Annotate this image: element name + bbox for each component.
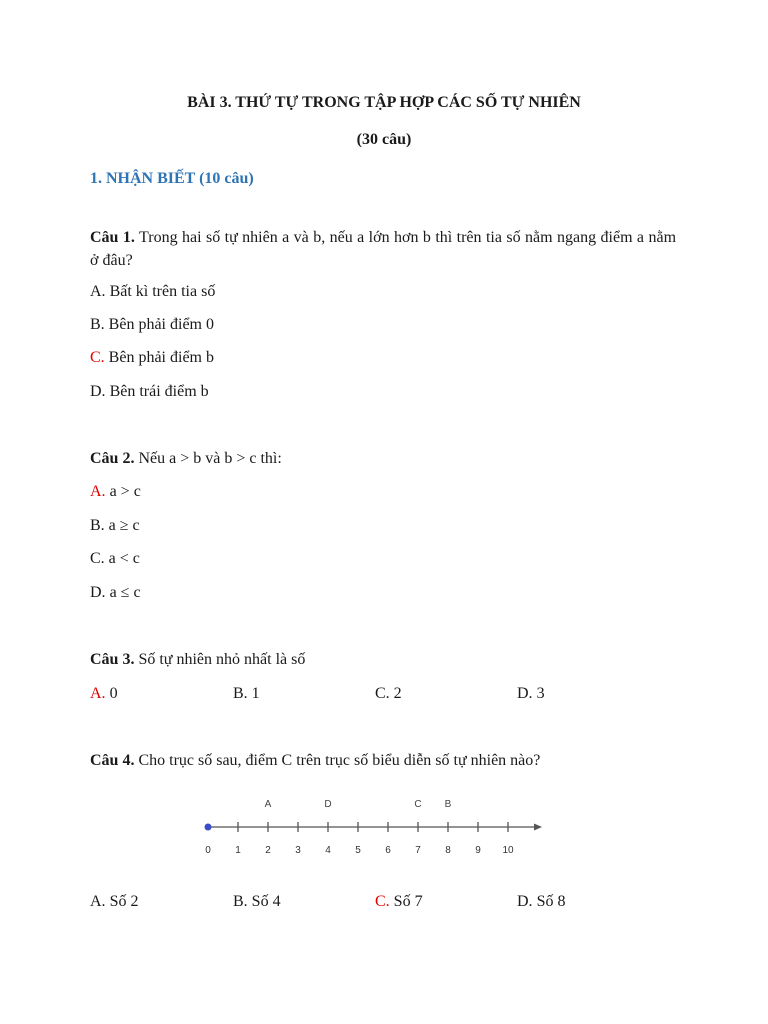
q4-option-d xyxy=(517,893,565,911)
tick-label: 7 xyxy=(415,845,421,856)
option-letter-correct: C. xyxy=(90,349,105,366)
question-text: Cho trục số sau, điểm C trên trục số biểu diễn số tự nhiên nào? xyxy=(134,752,541,769)
q2-option-b xyxy=(90,517,140,535)
option-letter: C. xyxy=(375,685,390,702)
option-letter-correct: A. xyxy=(90,685,106,702)
q3-option-b xyxy=(233,685,260,703)
option-letter: C. xyxy=(90,550,105,567)
option-text: Bên trái điểm b xyxy=(105,383,209,400)
question-label: Câu 1. xyxy=(90,229,135,246)
number-line-figure xyxy=(0,790,768,860)
option-letter: B. xyxy=(90,316,105,333)
q2-option-a xyxy=(90,483,141,501)
tick-label: 4 xyxy=(325,845,331,856)
option-letter: B. xyxy=(233,893,248,910)
option-text: a ≥ c xyxy=(104,517,140,534)
q4-option-b xyxy=(233,893,281,911)
option-letter: D. xyxy=(90,584,106,601)
option-letter: A. xyxy=(90,893,106,910)
option-letter: A. xyxy=(90,283,106,300)
option-text: Bên phải điểm b xyxy=(104,349,214,366)
q1-option-d xyxy=(90,383,209,401)
tick-label: 8 xyxy=(445,845,451,856)
option-text: Bên phải điểm 0 xyxy=(104,316,214,333)
question-3 xyxy=(90,651,305,669)
option-letter: D. xyxy=(517,685,533,702)
option-text: Số 4 xyxy=(247,893,281,910)
option-letter-correct: C. xyxy=(375,893,390,910)
point-label-a: A xyxy=(264,799,272,810)
q4-option-c xyxy=(375,893,423,911)
tick-label: 0 xyxy=(205,845,211,856)
option-letter: D. xyxy=(90,383,106,400)
section-heading: 1. NHẬN BIẾT (10 câu) xyxy=(90,170,254,187)
tick-label: 3 xyxy=(295,845,301,856)
q3-option-c xyxy=(375,685,402,703)
number-line-origin-dot xyxy=(205,824,212,831)
option-letter: B. xyxy=(90,517,105,534)
q4-option-a xyxy=(90,893,138,911)
option-letter-correct: A. xyxy=(90,483,106,500)
question-text: Số tự nhiên nhỏ nhất là số xyxy=(134,651,306,668)
point-label-d: D xyxy=(324,799,332,810)
q3-option-a xyxy=(90,685,118,703)
tick-label: 1 xyxy=(235,845,241,856)
tick-label: 9 xyxy=(475,845,481,856)
option-letter: D. xyxy=(517,893,533,910)
q1-option-b xyxy=(90,316,214,334)
option-text: Số 8 xyxy=(532,893,566,910)
tick-label: 2 xyxy=(265,845,271,856)
question-2 xyxy=(90,450,282,468)
number-line-arrowhead xyxy=(534,824,542,831)
question-text: Nếu a > b và b > c thì: xyxy=(134,450,282,467)
option-text: Số 2 xyxy=(105,893,139,910)
q1-option-a xyxy=(90,283,215,301)
q3-option-d xyxy=(517,685,545,703)
option-text: 0 xyxy=(105,685,118,702)
tick-label: 5 xyxy=(355,845,361,856)
point-label-c: C xyxy=(414,799,422,810)
question-4 xyxy=(90,752,540,770)
question-1 xyxy=(90,226,676,272)
question-label: Câu 2. xyxy=(90,450,135,467)
q2-option-d xyxy=(90,584,141,602)
question-text: Trong hai số tự nhiên a và b, nếu a lớn hơn b thì trên tia số nằm ngang điểm a nằm ở đâu? xyxy=(90,229,677,269)
page-title: BÀI 3. THỨ TỰ TRONG TẬP HỢP CÁC SỐ TỰ NHIÊN xyxy=(187,94,581,111)
question-label: Câu 4. xyxy=(90,752,135,769)
option-text: 2 xyxy=(389,685,402,702)
option-text: 1 xyxy=(247,685,260,702)
point-label-b: B xyxy=(444,799,452,810)
page-subtitle: (30 câu) xyxy=(356,131,412,148)
option-letter: B. xyxy=(233,685,248,702)
tick-label: 10 xyxy=(502,845,514,856)
option-text: 3 xyxy=(532,685,545,702)
q2-option-c xyxy=(90,550,140,568)
option-text: a > c xyxy=(105,483,141,500)
question-label: Câu 3. xyxy=(90,651,135,668)
option-text: Số 7 xyxy=(389,893,423,910)
q1-option-c xyxy=(90,349,214,367)
option-text: Bất kì trên tia số xyxy=(105,283,216,300)
tick-label: 6 xyxy=(385,845,391,856)
option-text: a < c xyxy=(104,550,140,567)
option-text: a ≤ c xyxy=(105,584,141,601)
